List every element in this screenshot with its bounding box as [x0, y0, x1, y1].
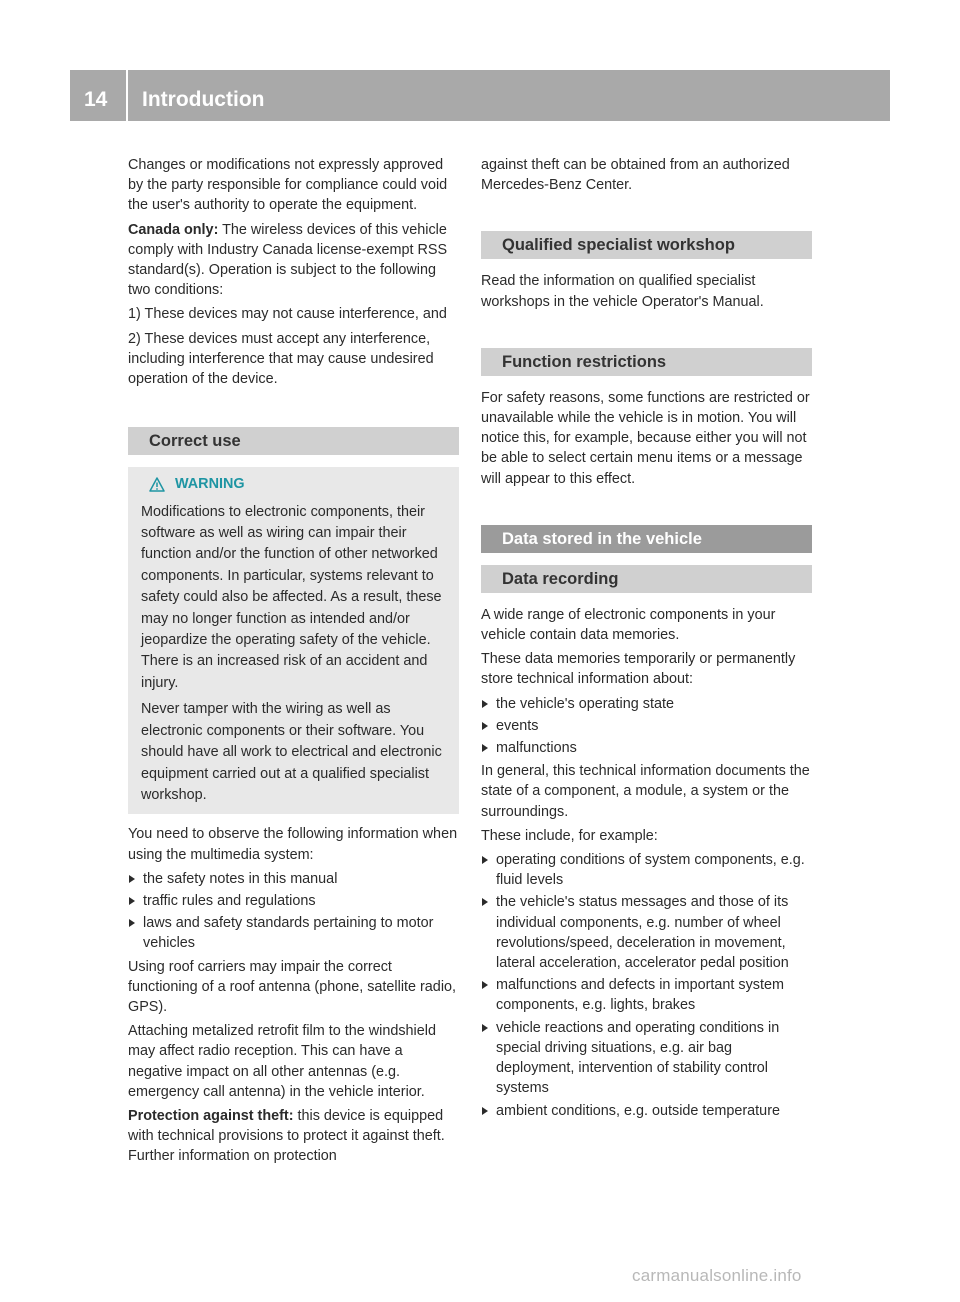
- list-item: the vehicle's status messages and those of its individual components, e.g. number of wheel revolutions/speed, deceleration in movement, lateral acceleration, accelerator pedal position: [481, 892, 812, 973]
- section-data-stored: Data stored in the vehicle: [481, 525, 812, 553]
- paragraph-condition-1: 1) These devices may not cause interference, and: [128, 306, 447, 323]
- section-correct-use: Correct use: [128, 427, 459, 455]
- warning-paragraph-1: Modifications to electronic components, their software as well as wiring can impair their function and/or the function of other networked components. In particular, systems relevant to safety could also be affected. As a result, these may no longer function as intended and/or jeopardize the operating safety of the vehicle. There is an increased risk of an accident and injury.: [141, 503, 442, 691]
- paragraph-include: These include, for example:: [481, 827, 658, 844]
- paragraph-theft-continued: against theft can be obtained from an authorized Mercedes-Benz Center.: [481, 157, 790, 194]
- warning-title: [141, 474, 451, 495]
- paragraph-general: In general, this technical information documents the state of a component, a module, a system or the surroundings.: [481, 763, 810, 820]
- paragraph-roof-carriers: Using roof carriers may impair the correct functioning of a roof antenna (phone, satellite radio, GPS).: [128, 958, 457, 1015]
- theft-text: this device is equipped with technical provisions to protect it against theft. Further information on protection: [128, 1107, 445, 1165]
- list-item: the vehicle's operating state: [481, 694, 812, 714]
- paragraph-function-restrictions: For safety reasons, some functions are restricted or unavailable while the vehicle is in motion. You will notice this, for example, because either you will not be able to select certain menu items or a message will appear to this effect.: [481, 389, 810, 487]
- paragraph-modifications: Changes or modifications not expressly approved by the party responsible for compliance could void the user's authority to operate the equipment.: [128, 157, 448, 214]
- warning-box: [128, 467, 459, 814]
- paragraph-workshop: Read the information on qualified specialist workshops in the vehicle Operator's Manual.: [481, 273, 764, 310]
- list-item: vehicle reactions and operating conditions in special driving situations, e.g. air bag deployment, intervention of stability control systems: [481, 1018, 812, 1099]
- page-title: Introduction: [128, 70, 890, 121]
- canada-label: Canada only:: [128, 221, 219, 238]
- section-data-recording: Data recording: [481, 565, 812, 593]
- paragraph-canada: [128, 220, 459, 301]
- page-number: 14: [70, 70, 126, 121]
- theft-label: Protection against theft:: [128, 1107, 294, 1124]
- paragraph-retrofit-film: Attaching metalized retrofit film to the windshield may affect radio reception. This can have a negative impact on all other antennas (e.g. emergency call antenna) in the vehicle interior.: [128, 1023, 436, 1100]
- warning-label: WARNING: [175, 476, 245, 493]
- list-item: laws and safety standards pertaining to motor vehicles: [128, 913, 459, 953]
- canada-text: The wireless devices of this vehicle comply with Industry Canada license-exempt RSS standard(s). Operation is subject to the following two conditions:: [128, 221, 448, 299]
- paragraph-condition-2: 2) These devices must accept any interference, including interference that may cause undesired operation of the device.: [128, 330, 434, 388]
- section-workshop: Qualified specialist workshop: [481, 231, 812, 259]
- list-item: events: [481, 716, 812, 736]
- bullet-list-observe: [128, 869, 459, 954]
- list-item: ambient conditions, e.g. outside temperature: [481, 1101, 812, 1121]
- right-column: [481, 155, 812, 1124]
- list-item: traffic rules and regulations: [128, 891, 459, 911]
- list-item: malfunctions: [481, 738, 812, 758]
- list-item: the safety notes in this manual: [128, 869, 459, 889]
- watermark: carmanualsonline.info: [632, 1266, 802, 1285]
- paragraph-theft: [128, 1106, 459, 1167]
- bullet-list-info: [481, 694, 812, 759]
- section-function-restrictions: Function restrictions: [481, 348, 812, 376]
- list-item: operating conditions of system components, e.g. fluid levels: [481, 850, 812, 890]
- warning-paragraph-2: Never tamper with the wiring as well as electronic components or their software. You should have all work to electrical and electronic equipment carried out at a qualified specialist workshop.: [141, 701, 442, 803]
- paragraph-store-info: These data memories temporarily or permanently store technical information about:: [481, 651, 796, 688]
- list-item: malfunctions and defects in important system components, e.g. lights, brakes: [481, 975, 812, 1015]
- left-column: [128, 155, 459, 1171]
- warning-icon: [149, 477, 165, 492]
- bullet-list-examples: [481, 850, 812, 1121]
- paragraph-observe: You need to observe the following information when using the multimedia system:: [128, 826, 458, 863]
- paragraph-data-memories: A wide range of electronic components in your vehicle contain data memories.: [481, 606, 776, 644]
